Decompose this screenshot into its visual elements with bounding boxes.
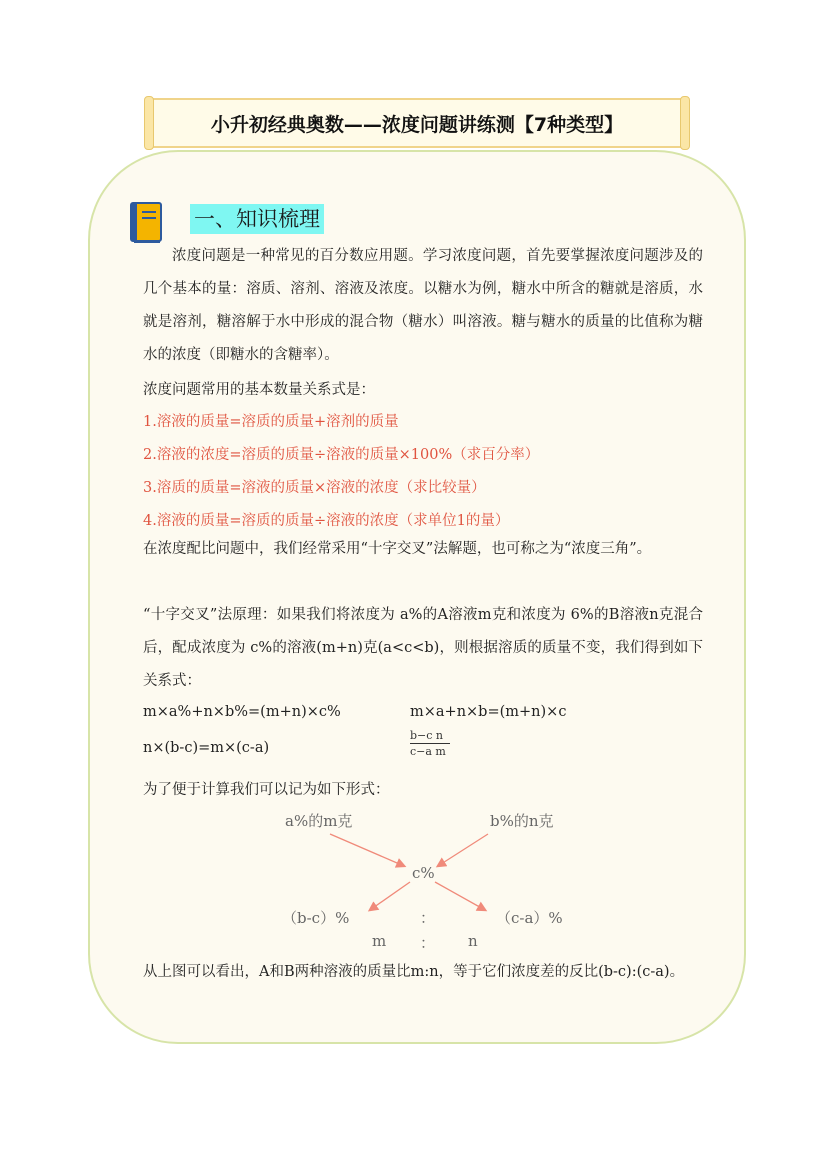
fraction-top: b−c n	[410, 729, 443, 742]
diagram-colon-2: ：	[420, 934, 436, 952]
formula-4: 4.溶液的质量=溶质的质量÷溶液的浓度（求单位1的量）	[143, 513, 510, 529]
diagram-top-right: b%的n克	[490, 812, 554, 830]
equation-1-right: m×a+n×b=(m+n)×c	[410, 704, 567, 720]
arrow-bottom-left	[370, 882, 410, 910]
diagram-top-left: a%的m克	[285, 812, 353, 830]
page-title: 小升初经典奥数——浓度问题讲练测【7种类型】	[210, 114, 624, 136]
notebook-icon	[130, 202, 164, 244]
formulas-intro: 浓度问题常用的基本数量关系式是：	[143, 382, 375, 398]
fraction-equation	[410, 728, 450, 759]
section-heading: 一、知识梳理	[190, 204, 324, 234]
formula-2: 2.溶液的浓度=溶质的质量÷溶液的质量×100%（求百分率）	[143, 447, 540, 463]
arrow-bottom-right	[435, 882, 485, 910]
arrow-top-left	[330, 834, 404, 866]
equation-2-left: n×(b-c)=m×(c-a)	[143, 740, 270, 756]
cross-method-paragraph: 在浓度配比问题中，我们经常采用“十字交叉”法解题，也可称之为“浓度三角”。	[143, 541, 652, 557]
formula-3: 3.溶质的质量=溶液的质量×溶液的浓度（求比较量）	[143, 480, 486, 496]
fraction-bottom: c−a m	[410, 745, 446, 758]
diagram-n-label: n	[468, 932, 478, 950]
diagram-m-label: m	[372, 932, 387, 950]
conclusion-paragraph: 从上图可以看出，A和B两种溶液的质量比m:n，等于它们浓度差的反比(b-c):(c-a)。	[143, 964, 685, 980]
principle-paragraph: “十字交叉”法原理：如果我们将浓度为 a%的A溶液m克和浓度为 6%的B溶液n克混合后，配成浓度为 c%的溶液(m+n)克(a<c<b)，则根据溶质的质量不变，我们得到如下关系式：	[143, 607, 703, 689]
diagram-bottom-right: （c-a）%	[496, 909, 563, 927]
title-banner	[148, 98, 686, 148]
arrow-top-right	[438, 834, 488, 866]
diagram-center: c%	[412, 864, 435, 882]
diagram-colon-1: ：	[420, 909, 436, 927]
memo-line: 为了便于计算我们可以记为如下形式：	[143, 782, 390, 798]
intro-paragraph: 浓度问题是一种常见的百分数应用题。学习浓度问题，首先要掌握浓度问题涉及的几个基本的量：溶质、溶剂、溶液及浓度。以糖水为例，糖水中所含的糖就是溶质，水就是溶剂，糖溶解于水中形成的混合物（糖水）叫溶液。糖与糖水的质量的比值称为糖水的浓度（即糖水的含糖率）。	[143, 248, 703, 363]
equation-1-left: m×a%+n×b%=(m+n)×c%	[143, 704, 341, 720]
diagram-bottom-left: （b-c）%	[282, 909, 350, 927]
formula-1: 1.溶液的质量=溶质的质量+溶剂的质量	[143, 414, 399, 430]
